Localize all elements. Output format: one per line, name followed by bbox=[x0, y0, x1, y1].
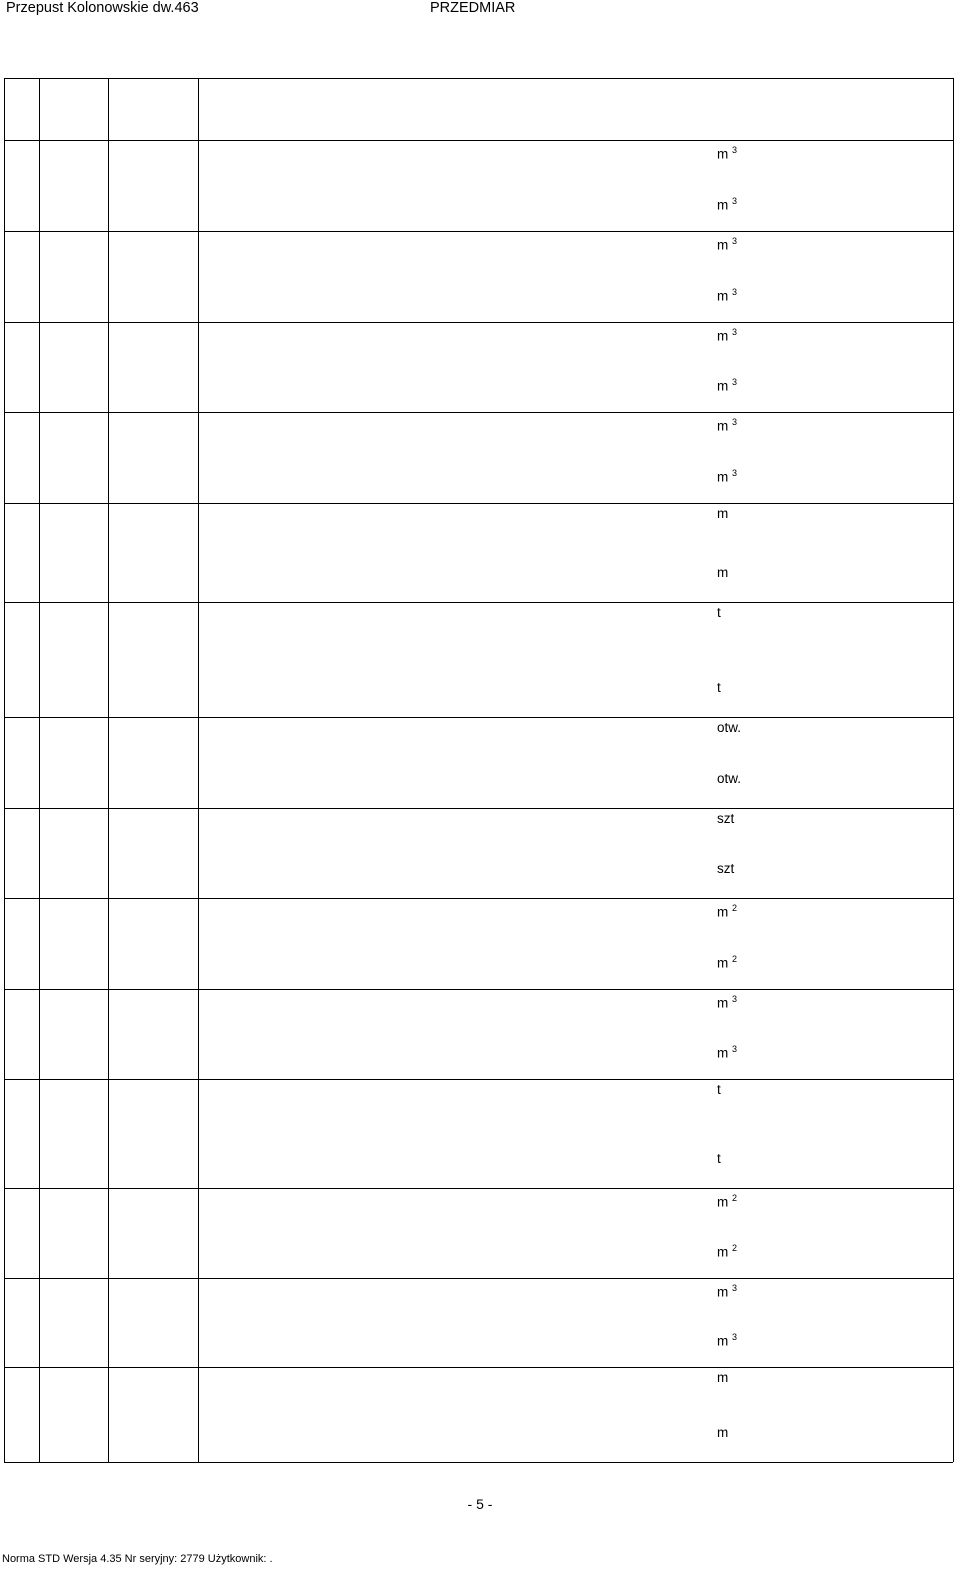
item-calc-jm: m bbox=[717, 565, 729, 580]
item-calc-jm: m $^3$ bbox=[717, 287, 738, 304]
row-divider bbox=[4, 989, 953, 990]
row-divider bbox=[4, 898, 953, 899]
item-jm: m $^3$ bbox=[717, 417, 738, 434]
item-calc-jm: m $^3$ bbox=[717, 468, 738, 485]
item-calc-jm: t bbox=[717, 680, 721, 695]
item-calc-jm: szt bbox=[717, 861, 735, 876]
item-calc-jm: m $^3$ bbox=[717, 1332, 738, 1349]
item-jm: m bbox=[717, 506, 729, 521]
header-left: Przepust Kolonowskie dw.463 bbox=[6, 0, 199, 16]
item-calc-jm: m $^3$ bbox=[717, 196, 738, 213]
item-calc-jm: t bbox=[717, 1151, 721, 1166]
table-right-border bbox=[953, 78, 954, 1462]
row-divider bbox=[4, 231, 953, 232]
col-divider bbox=[39, 78, 40, 1462]
row-divider bbox=[4, 503, 953, 504]
item-calc-jm: m $^3$ bbox=[717, 377, 738, 394]
row-divider bbox=[4, 1079, 953, 1080]
row-divider bbox=[4, 717, 953, 718]
item-jm: m $^3$ bbox=[717, 145, 738, 162]
item-calc-jm: m bbox=[717, 1425, 729, 1440]
table-left-border bbox=[4, 78, 5, 1462]
row-divider bbox=[4, 322, 953, 323]
row-divider bbox=[4, 602, 953, 603]
table-top-border bbox=[4, 78, 953, 79]
row-divider bbox=[4, 412, 953, 413]
item-jm: szt bbox=[717, 811, 735, 826]
item-jm: m bbox=[717, 1370, 729, 1385]
item-jm: m $^3$ bbox=[717, 236, 738, 253]
item-calc-jm: m $^2$ bbox=[717, 954, 738, 971]
row-divider bbox=[4, 808, 953, 809]
item-calc-jm: m $^3$ bbox=[717, 1044, 738, 1061]
row-divider bbox=[4, 1367, 953, 1368]
header-center: PRZEDMIAR bbox=[430, 0, 516, 16]
col-divider bbox=[108, 78, 109, 1462]
item-jm: otw. bbox=[717, 720, 742, 735]
item-jm: m $^2$ bbox=[717, 903, 738, 920]
row-divider bbox=[4, 1188, 953, 1189]
item-jm: m $^3$ bbox=[717, 327, 738, 344]
table-bottom-border bbox=[4, 1462, 953, 1463]
row-divider bbox=[4, 1278, 953, 1279]
page-number: - 5 - bbox=[467, 1496, 493, 1512]
col-divider bbox=[198, 78, 199, 1462]
item-jm: t bbox=[717, 605, 721, 620]
item-jm: m $^3$ bbox=[717, 994, 738, 1011]
item-calc-jm: m $^2$ bbox=[717, 1243, 738, 1260]
item-calc-jm: otw. bbox=[717, 771, 742, 786]
item-jm: m $^2$ bbox=[717, 1193, 738, 1210]
item-jm: m $^3$ bbox=[717, 1283, 738, 1300]
footer-text: Norma STD Wersja 4.35 Nr seryjny: 2779 Użytkownik: . bbox=[2, 1553, 273, 1565]
table-header-border bbox=[4, 140, 953, 141]
item-jm: t bbox=[717, 1082, 721, 1097]
